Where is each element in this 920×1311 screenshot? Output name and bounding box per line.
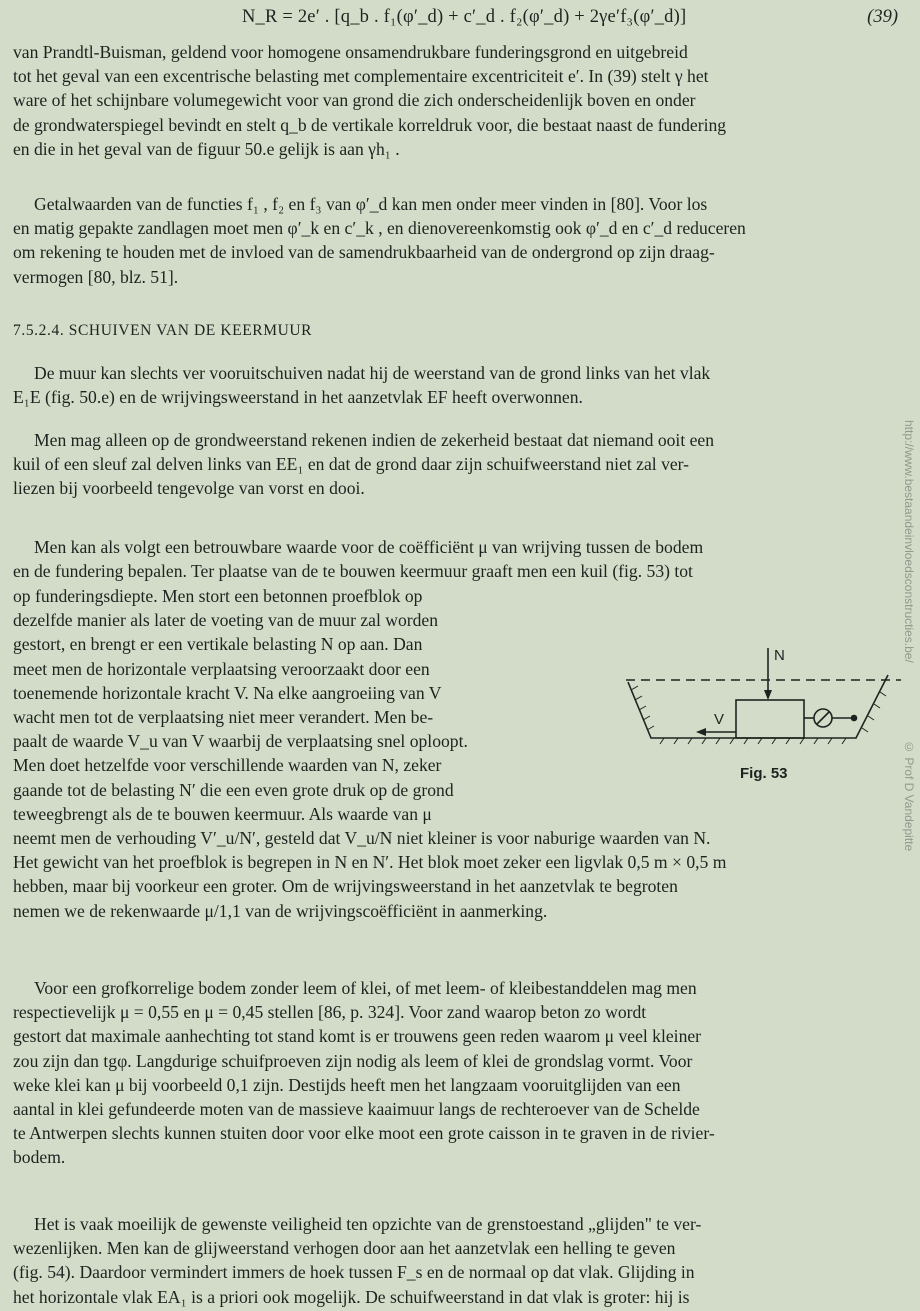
text-line: gestort, en brengt er een vertikale belasting N op aan. Dan [13,634,423,655]
text-line: toenemende horizontale kracht V. Na elke aangroeiing van V [13,682,442,703]
text-line: vermogen [80, blz. 51]. [13,266,179,287]
text-line: (fig. 54). Daardoor vermindert immers de hoek tussen F_s en de normaal op dat vlak. Glijding in [13,1262,695,1283]
text-line: meet men de horizontale verplaatsing veroorzaakt door een [13,658,430,679]
text-line: van Prandtl-Buisman, geldend voor homogene onsamendrukbare funderingsgrond en uitgebreid [13,42,688,62]
test-block [736,700,804,738]
paragraph-grondweerstand [13,428,905,501]
text-line: dezelfde manier als later de voeting van de muur zal worden [13,610,438,631]
text-line: Men doet hetzelfde voor verschillende waarden van N, zeker [13,755,442,776]
text-line: en de fundering bepalen. Ter plaatse van de te bouwen keermuur graaft men een kuil (fig. 53) tot [13,561,693,582]
paragraph-wrijvingscoefficient-rest [13,826,905,923]
pit-outline [628,675,888,738]
text-line: aantal in klei gefundeerde moten van de massieve kaaimuur langs de rechteroever van de Schelde [13,1099,700,1120]
text-line: hebben, maar bij voorkeur een groter. Om de wrijvingsweerstand in het aanzetvlak te begroten [13,876,678,897]
paragraph-muur-vooruitschuiven [13,361,905,409]
text-line: te Antwerpen slechts kunnen stuiten door voor elke moot een grote caisson in te graven in de rivier- [13,1123,715,1144]
figure-caption: Fig. 53 [740,765,788,782]
text-line: ware of het schijnbare volumegewicht voor van grond die zich onderscheidenlijk boven en onder [13,90,696,111]
text-line: Men mag alleen op de grondweerstand rekenen indien de zekerheid bestaat dat niemand ooit een [34,430,715,450]
text-line: Men kan als volgt een betrouwbare waarde voor de coëfficiënt μ van wrijving tussen de bodem [34,537,704,557]
label-v: V [714,711,725,728]
soil-hatching [631,686,886,744]
text-line: tot het geval van een excentrische belasting met complementaire excentriciteit e′. In (39) stelt γ het [13,66,709,87]
text-line: zou zijn dan tgφ. Langdurige schuifproeven zijn nodig als leem of klei de grondslag vormt. Voor [13,1050,693,1071]
text-line: teweegbrengt als de te bouwen keermuur. Als waarde van μ [13,803,432,824]
text-line: Voor een grofkorrelige bodem zonder leem of klei, of met leem- of kleibestanddelen mag men [34,978,697,998]
text-line: op funderingsdiepte. Men stort een betonnen proefblok op [13,586,423,606]
paragraph-glijden [13,1212,905,1309]
watermark-copyright: © Prof D Vandepitte [902,740,916,852]
text-line: Het is vaak moeilijk de gewenste veiligheid ten opzichte van de grenstoestand „glijden" te ver- [34,1214,702,1234]
text-line: Het gewicht van het proefblok is begrepen in N en N′. Het blok moet zeker een ligvlak 0,5 m × 0,5 m [13,852,727,873]
text-line: kuil of een sleuf zal delven links van EE₁ en dat de grond daar zijn schuifweerstand niet zal ver- [13,454,690,475]
text-line: en matig gepakte zandlagen moet men φ′_k en c′_k , en dienovereenkomstig ook φ′_d en c′_d reduceren [13,218,746,239]
text-line: neemt men de verhouding V′_u/N′, gesteld dat V_u/N niet kleiner is voor naburige waarden van N. [13,828,711,848]
text-line: liezen bij voorbeeld tengevolge van vorst en dooi. [13,478,365,499]
text-line: bodem. [13,1147,66,1168]
text-line: paalt de waarde V_u van V waarbij de verplaatsing snel oploopt. [13,731,468,752]
text-line: respectievelijk μ = 0,55 en μ = 0,45 stellen [86, p. 324]. Voor zand waarop beton zo wordt [13,1002,647,1023]
equation-formula: N_R = 2e′ . [q_b . f₁(φ′_d) + c′_d . f₂(φ′_d) + 2γe′f₃(φ′_d)] [242,7,687,27]
text-line: gaande tot de belasting N′ die een even grote druk op de grond [13,779,454,800]
paragraph-getalwaarden [13,192,905,289]
text-line: en die in het geval van de figuur 50.e gelijk is aan γh₁ . [13,138,400,159]
paragraph-wrijvingscoefficient-full [13,535,905,583]
label-n: N [774,647,785,664]
paragraph-prandtl-buisman [13,40,905,161]
text-line: weke klei kan μ bij voorbeeld 0,1 zijn. Destijds heeft men het langzaam vooruitglijden van een [13,1074,681,1095]
text-line: gestort dat maximale aanhechting tot stand komt is er trouwens geen reden waarom μ veel kleiner [13,1026,702,1047]
equation-number: (39) [867,7,898,27]
equation-39 [30,4,900,34]
text-line: De muur kan slechts ver vooruitschuiven nadat hij de weerstand van de grond links van het vlak [34,363,711,383]
text-line: wezenlijken. Men kan de glijweerstand verhogen door aan het aanzetvlak een helling te geven [13,1238,676,1259]
section-heading: 7.5.2.4. SCHUIVEN VAN DE KEERMUUR [13,322,313,339]
text-line: wacht men tot de verplaatsing niet meer verandert. Men be- [13,707,434,728]
text-line: E₁E (fig. 50.e) en de wrijvingsweerstand in het aanzetvlak EF heeft overwonnen. [13,387,583,408]
text-line: nemen we de rekenwaarde μ/1,1 van de wrijvingscoëfficiënt in aanmerking. [13,900,548,921]
paragraph-wrijvingscoefficient-narrow [13,584,591,826]
text-line: Getalwaarden van de functies f₁ , f₂ en f₃ van φ′_d kan men onder meer vinden in [80]. Voor los [34,194,708,214]
paragraph-grofkorrelige-bodem [13,976,905,1170]
watermark-url: http://www.bestaandeinvloedsconstructies.be/ [902,420,916,663]
text-line: de grondwaterspiegel bevindt en stelt q_b de vertikale korreldruk voor, die bestaat naast de fundering [13,114,727,135]
text-line: het horizontale vlak EA₁ is a priori ook mogelijk. De schuifweerstand in dat vlak is groter: hij is [13,1286,690,1307]
text-line: om rekening te houden met de invloed van de samendrukbaarheid van de ondergrond op zijn draag- [13,242,715,263]
